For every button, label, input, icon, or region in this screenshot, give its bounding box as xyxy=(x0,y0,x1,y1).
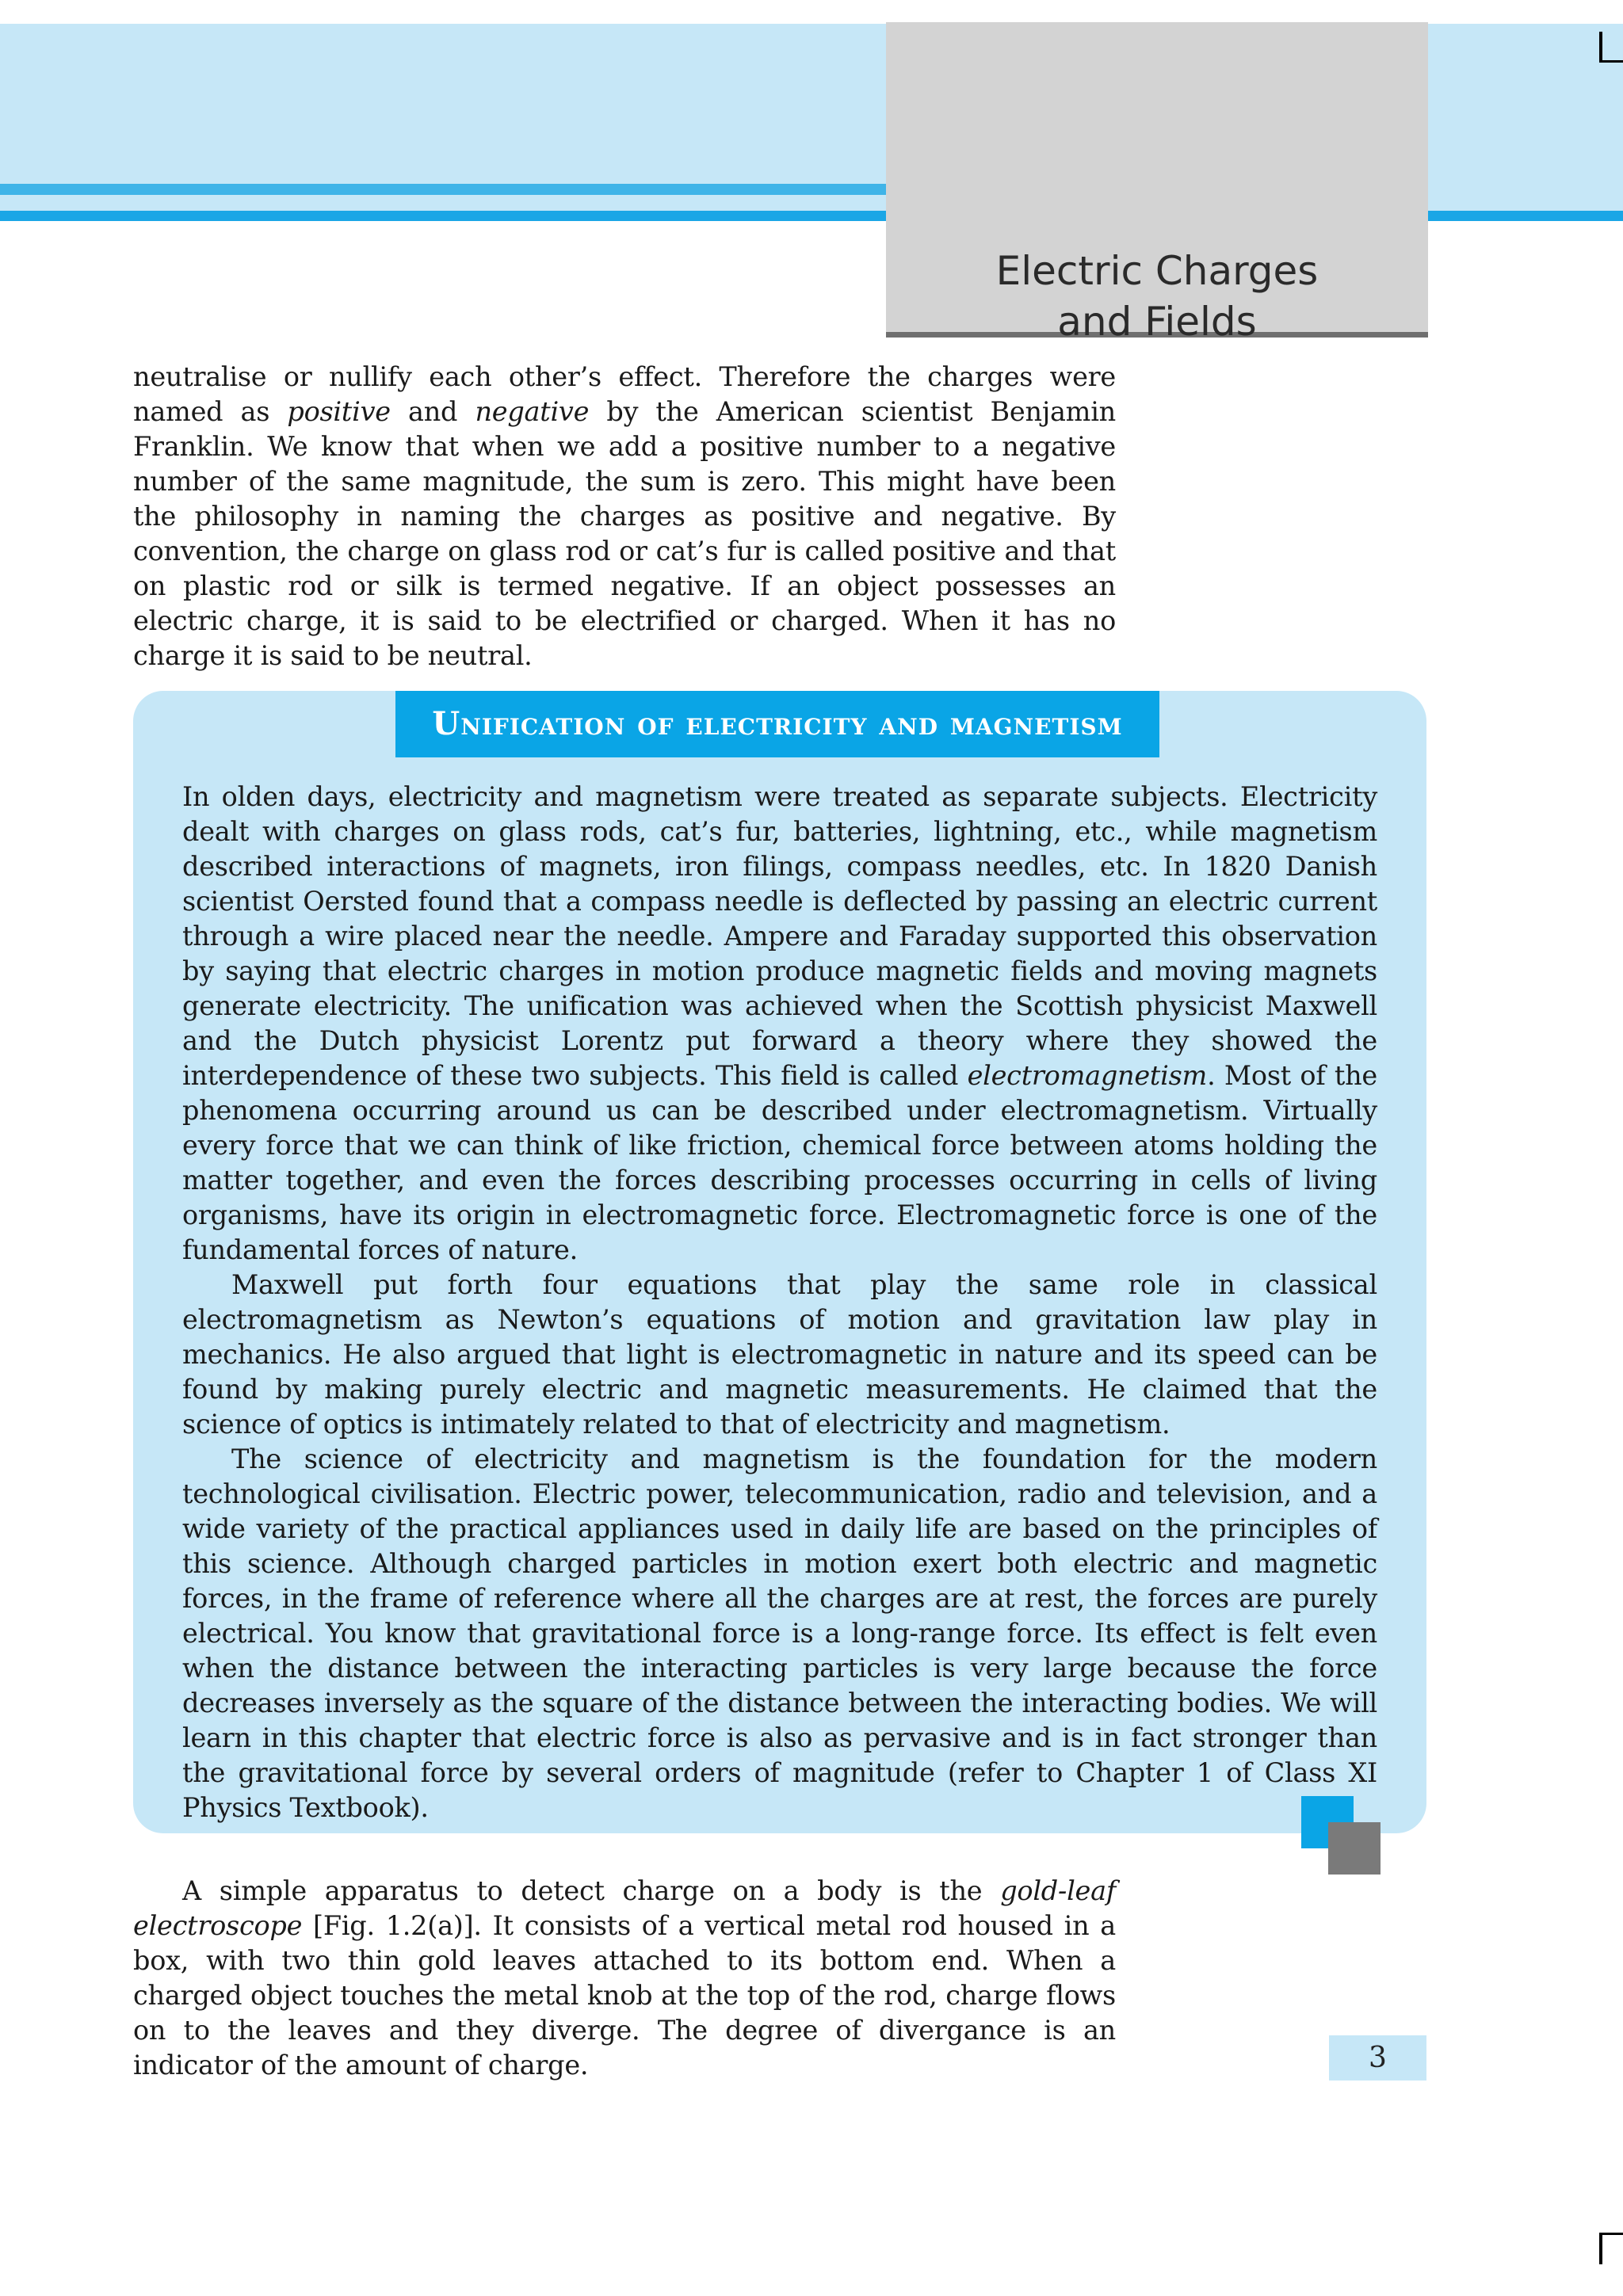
text-run: . Most of the phenomena occurring around us can be described under electromagnetism. Virtually every force that we can think of like friction, chemical force between atoms holding the matter together, and even the forces describing processes occurring in cells of living organisms, have its origin in electromagnetic force. Electromagnetic force is one of the fundamental forces of nature. xyxy=(182,1060,1377,1265)
crop-mark-bottom xyxy=(1599,2233,1602,2264)
crop-mark-bottom-h xyxy=(1599,2233,1623,2235)
text-run: A simple apparatus to detect charge on a body is the xyxy=(182,1875,1001,1906)
text-run: and xyxy=(390,396,475,427)
crop-mark-top-h xyxy=(1599,60,1623,63)
crop-mark-top xyxy=(1599,32,1602,62)
intro-paragraph xyxy=(133,360,1116,673)
decorative-square-gray xyxy=(1328,1822,1381,1875)
italic-term-negative: negative xyxy=(475,396,590,427)
chapter-title: Electric Charges and Fields xyxy=(995,248,1319,345)
info-box-body xyxy=(182,780,1377,1825)
italic-term-positive: positive xyxy=(287,396,391,427)
header-stripe-upper xyxy=(0,184,888,195)
chapter-title-panel xyxy=(886,22,1428,345)
info-box-paragraph-2: Maxwell put forth four equations that play the same role in classical electromagnetism as Newton’s equations of motion and gravitation law play in mechanics. He also argued that light is electromagnetic in nature and its speed can be found by making purely electric and magnetic measurements. He claimed that the science of optics is intimately related to that of electricity and magnetism. xyxy=(182,1269,1377,1440)
page-number: 3 xyxy=(1329,2035,1426,2081)
info-box-paragraph-1 xyxy=(182,780,1377,1268)
text-run: by the American scientist Benjamin Franklin. We know that when we add a positive number to a negative number of the same magnitude, the sum is zero. This might have been the philosophy in naming the charges as positive and negative. By convention, the charge on glass rod or cat’s fur is called positive and that on plastic rod or silk is termed negative. If an object possesses an electric charge, it is said to be electrified or charged. When it has no charge it is said to be neutral. xyxy=(133,396,1116,671)
info-box-title: Unification of electricity and magnetism xyxy=(395,691,1159,757)
text-run: In olden days, electricity and magnetism were treated as separate subjects. Electricity dealt with charges on glass rods, cat’s fur, batteries, lightning, etc., while magnetism described interactions of magnets, iron filings, compass needles, etc. In 1820 Danish scientist Oersted found that a compass needle is deflected by passing an electric current through a wire placed near the needle. Ampere and Faraday supported this observation by saying that electric charges in motion produce magnetic fields and moving magnets generate electricity. The unification was achieved when the Scottish physicist Maxwell and the Dutch physicist Lorentz put forward a theory where they showed the interdependence of these two subjects. This field is called xyxy=(182,781,1377,1091)
info-box-paragraph-3: The science of electricity and magnetism is the foundation for the modern technological civilisation. Electric power, telecommunication, radio and television, and a wide variety of the practical appliances used in daily life are based on the principles of this science. Although charged particles in motion exert both electric and magnetic forces, in the frame of reference where all the charges are at rest, the forces are purely electrical. You know that gravitational force is a long-range force. Its effect is felt even when the distance between the interacting particles is very large because the force decreases inversely as the square of the distance between the interacting bodies. We will learn in this chapter that electric force is also as pervasive and is in fact stronger than the gravitational force by several orders of magnitude (refer to Chapter 1 of Class XI Physics Textbook). xyxy=(182,1444,1377,1823)
text-run: neutralise or nullify each other’s effect. Therefore the charges were named as xyxy=(133,361,1116,427)
italic-term-gold-leaf-electroscope: gold-leaf electroscope xyxy=(133,1875,1116,1941)
italic-term-electromagnetism: electromagnetism xyxy=(967,1060,1208,1091)
electroscope-paragraph xyxy=(133,1874,1116,2083)
text-run: [Fig. 1.2(a)]. It consists of a vertical metal rod housed in a box, with two thin gold leaves attached to its bottom end. When a charged object touches the metal knob at the top of the rod, charge flows on to the leaves and they diverge. The degree of divergance is an indicator of the amount of charge. xyxy=(133,1910,1116,2081)
